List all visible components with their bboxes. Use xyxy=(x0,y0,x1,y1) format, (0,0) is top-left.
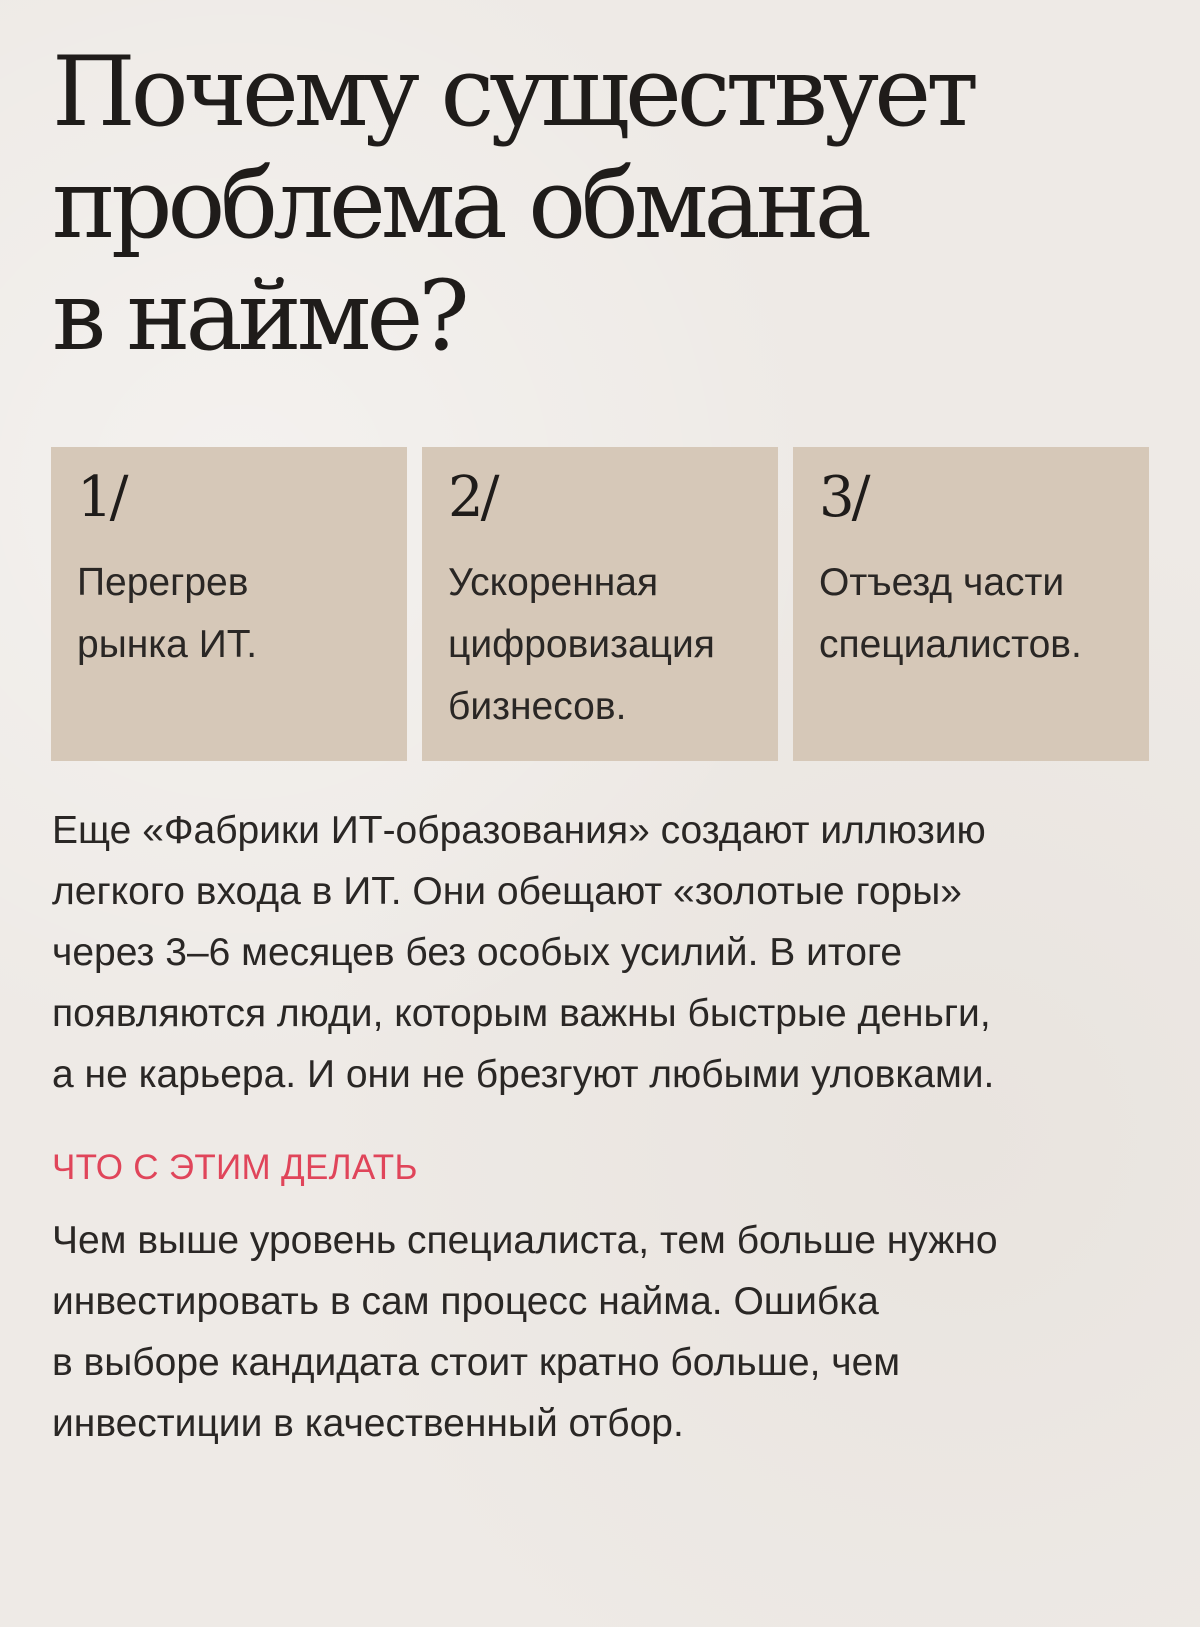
section-paragraph xyxy=(52,1210,1162,1454)
page-title xyxy=(52,36,1052,372)
paragraph-line: легкого входа в ИТ. Они обещают «золотые горы» xyxy=(52,870,962,913)
card-text-line: Отъезд части xyxy=(819,561,1065,604)
card-text-line: бизнесов. xyxy=(448,685,627,728)
card-text xyxy=(77,552,397,676)
section-heading: ЧТО С ЭТИМ ДЕЛАТЬ xyxy=(52,1148,418,1187)
paragraph-line: появляются люди, которым важны быстрые деньги, xyxy=(52,992,991,1035)
paragraph-line: в выборе кандидата стоит кратно больше, чем xyxy=(52,1341,901,1384)
paragraph-line: инвестиции в качественный отбор. xyxy=(52,1402,684,1445)
reason-card-3 xyxy=(793,447,1149,761)
card-text xyxy=(448,552,768,738)
card-text-line: Ускоренная xyxy=(448,561,659,604)
title-line: проблема обмана xyxy=(52,148,867,260)
card-text-line: цифровизация xyxy=(448,623,715,666)
paragraph-line: инвестировать в сам процесс найма. Ошибка xyxy=(52,1280,879,1323)
reason-card-2 xyxy=(422,447,778,761)
card-text-line: специалистов. xyxy=(819,623,1082,666)
paragraph-line: через 3–6 месяцев без особых усилий. В итоге xyxy=(52,931,903,974)
reasons-cards xyxy=(51,447,1150,761)
paragraph-line: Еще «Фабрики ИТ-образования» создают иллюзию xyxy=(52,809,986,852)
card-number: 2/ xyxy=(448,465,497,530)
card-text xyxy=(819,552,1139,676)
card-number: 3/ xyxy=(819,465,868,530)
paragraph-line: Чем выше уровень специалиста, тем больше нужно xyxy=(52,1219,998,1262)
card-text-line: рынка ИТ. xyxy=(77,623,258,666)
intro-paragraph xyxy=(52,800,1162,1105)
card-number: 1/ xyxy=(77,465,126,530)
title-line: в найме? xyxy=(52,260,465,372)
paragraph-line: а не карьера. И они не брезгуют любыми уловками. xyxy=(52,1053,995,1096)
card-text-line: Перегрев xyxy=(77,561,249,604)
reason-card-1 xyxy=(51,447,407,761)
title-line: Почему существует xyxy=(52,36,975,148)
